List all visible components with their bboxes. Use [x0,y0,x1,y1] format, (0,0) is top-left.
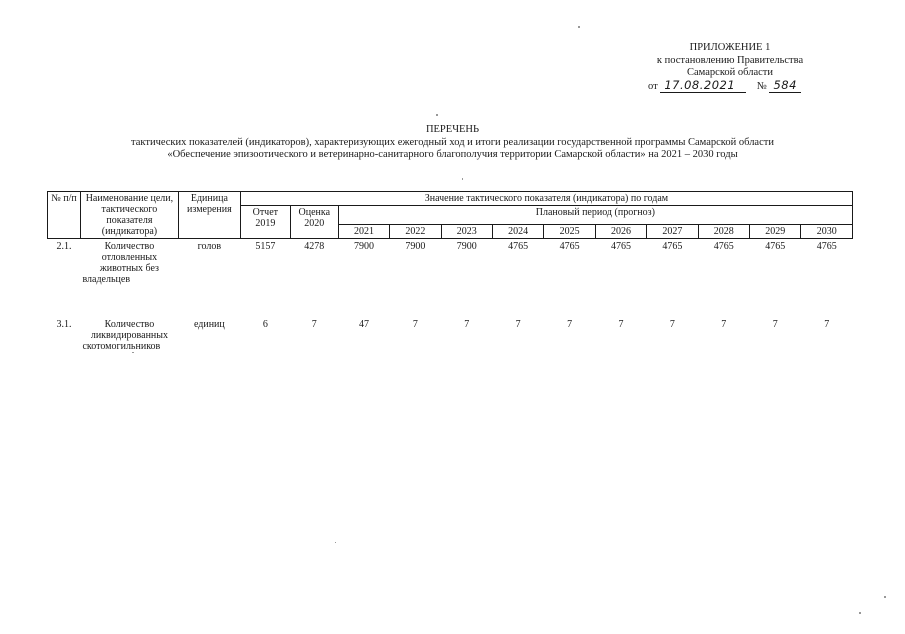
year-cell: 2030 [801,225,853,239]
title-line-3: «Обеспечение эпизоотического и ветеринарно-санитарного благополучия территории Самарской области» на 2021 – 2030 годы [167,149,738,160]
value-cell: 7 [618,319,624,330]
row-spacer [48,287,853,317]
header-unit: Единица измерения [178,192,240,239]
year-cell: 2028 [698,225,749,239]
value-cell: 4765 [559,241,580,252]
value-cell: 4765 [662,241,683,252]
row-num: 2.1. [56,241,72,252]
header-values: Значение тактического показателя (индикатора) по годам [240,192,852,206]
table-row [48,317,853,354]
value-cell: 4765 [765,241,786,252]
value-cell: 7 [567,319,573,330]
number-label: № [756,81,767,92]
value-cell: 4765 [713,241,734,252]
from-label: от [648,81,658,92]
value-cell: 5157 [255,241,276,252]
value-cell: 6 [262,319,268,330]
scan-speck [884,596,886,598]
row-unit: голов [197,241,222,252]
value-cell: 7 [412,319,418,330]
row-num: 3.1. [56,319,72,330]
value-cell: 7900 [456,241,477,252]
header-report-2019: Отчет 2019 [240,206,290,239]
indicators-table [47,191,853,354]
scan-speck [436,114,438,116]
appendix-title: ПРИЛОЖЕНИЕ 1 [689,42,771,53]
scan-speck [132,352,134,353]
row-unit: единиц [193,319,225,330]
decree-number: 584 [769,78,800,93]
value-cell: 7 [515,319,521,330]
decree-date: 17.08.2021 [660,78,746,93]
year-cell: 2029 [749,225,800,239]
value-cell: 7900 [353,241,374,252]
value-cell: 4765 [816,241,837,252]
scan-speck [462,178,463,180]
scan-speck [335,542,336,543]
value-cell: 4765 [508,241,529,252]
value-cell: 7 [721,319,727,330]
value-cell: 7 [464,319,470,330]
year-cell: 2024 [492,225,543,239]
year-cell: 2027 [647,225,698,239]
value-cell: 7 [772,319,778,330]
scan-speck [578,26,580,28]
row-name: Количество ликвидированных скотомогильников [82,319,168,352]
year-cell: 2026 [595,225,646,239]
year-cell: 2025 [544,225,595,239]
header-estimate-2020: Оценка 2020 [290,206,338,239]
header-num: № п/п [48,192,81,239]
scan-speck [859,612,861,614]
value-cell: 7 [669,319,675,330]
decree-date-number [648,78,801,93]
value-cell: 4765 [610,241,631,252]
value-cell: 47 [358,319,369,330]
document-title [0,124,905,162]
year-cell: 2022 [390,225,441,239]
appendix-line-3: Самарской области [687,67,773,78]
year-cell: 2023 [441,225,492,239]
title-line-2: тактических показателей (индикаторов), характеризующих ежегодный ход и итоги реализации государственной программы Самарской области [131,136,774,148]
title-heading: ПЕРЕЧЕНЬ [425,124,480,135]
value-cell: 7900 [405,241,426,252]
table-row [48,239,853,288]
appendix-header [600,42,860,80]
row-name: Количество отловленных животных без владельцев [82,241,160,285]
value-cell: 7 [311,319,317,330]
year-cell: 2021 [338,225,389,239]
header-name: Наименование цели, тактического показателя (индикатора) [80,192,178,239]
value-cell: 7 [824,319,830,330]
header-plan-period: Плановый период (прогноз) [338,206,852,225]
value-cell: 4278 [304,241,325,252]
appendix-line-2: к постановлению Правительства [656,54,804,66]
